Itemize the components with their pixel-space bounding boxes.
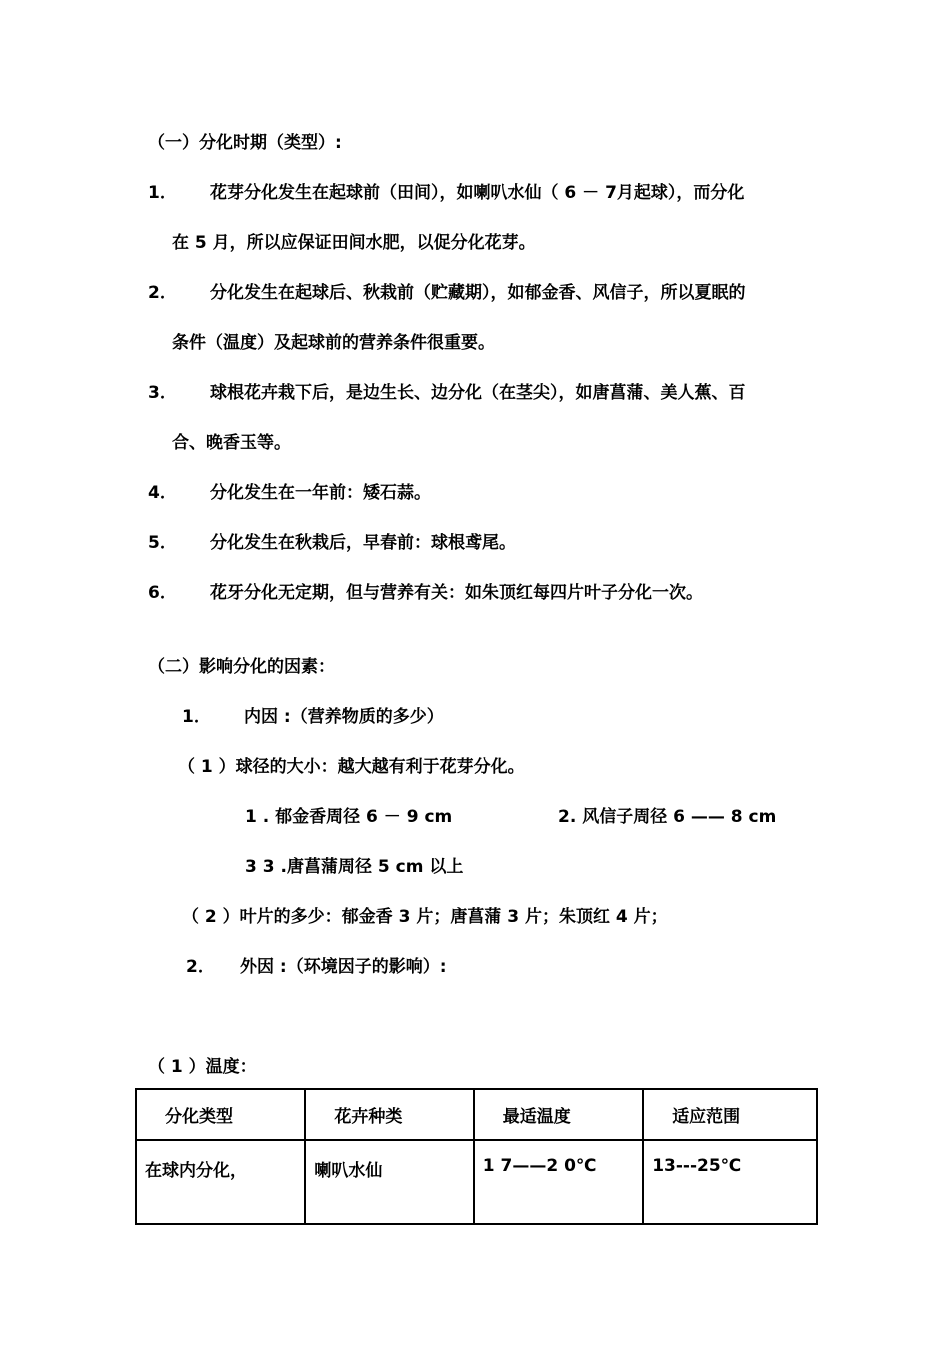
table-header: 分化类型	[136, 1089, 305, 1140]
section2-heading: （二）影响分化的因素：	[148, 657, 335, 677]
list-item-4	[148, 481, 431, 505]
bulb-size-factor: （ 1 ）球径的大小：越大越有利于花芽分化。	[178, 757, 525, 777]
list-item-1	[148, 181, 744, 205]
item-text: 分化发生在一年前：矮石蒜。	[210, 483, 431, 503]
list-item-1-continued: 在 5 月，所以应保证田间水肥，以促分化花芽。	[172, 233, 536, 253]
tulip-size: 1 . 郁金香周径 6 － 9 cm	[245, 807, 453, 827]
list-item-2	[148, 281, 746, 305]
external-factor	[186, 955, 447, 979]
list-item-3-continued: 合、晚香玉等。	[172, 433, 291, 453]
item-number: 1．	[148, 183, 177, 203]
item-number: 2．	[148, 283, 177, 303]
section1-heading: （一）分化时期（类型）:	[148, 133, 342, 153]
table-cell: 13---25℃	[643, 1140, 817, 1224]
item-text: 花芽分化发生在起球前（田间），如喇叭水仙（ 6 － 7月起球），而分化	[210, 183, 745, 203]
table-header-row	[136, 1089, 817, 1140]
item-text: 球根花卉栽下后，是边生长、边分化（在茎尖），如唐菖蒲、美人蕉、百	[210, 383, 746, 403]
item-number: 3．	[148, 383, 177, 403]
temperature-heading: （ 1 ）温度：	[148, 1057, 257, 1077]
gladiolus-size: 3 3 .唐菖蒲周径 5 cm 以上	[245, 857, 464, 877]
table-row	[136, 1140, 817, 1224]
table-cell: 在球内分化，	[136, 1140, 305, 1224]
item-text: 花牙分化无定期，但与营养有关：如朱顶红每四片叶子分化一次。	[210, 583, 703, 603]
item-number: 2．	[186, 957, 215, 977]
table-header: 最适温度	[474, 1089, 643, 1140]
item-number: 5．	[148, 533, 177, 553]
list-item-6	[148, 581, 703, 605]
hyacinth-size: 2. 风信子周径 6 —— 8 cm	[558, 807, 777, 827]
item-text: 内因 :（营养物质的多少）	[244, 707, 444, 727]
item-number: 4．	[148, 483, 177, 503]
list-item-2-continued: 条件（温度）及起球前的营养条件很重要。	[172, 333, 495, 353]
item-text: 外因 :（环境因子的影响）:	[240, 957, 447, 977]
table-header: 适应范围	[643, 1089, 817, 1140]
item-text: 分化发生在起球后、秋栽前（贮藏期），如郁金香、风信子，所以夏眠的	[210, 283, 746, 303]
item-text: 分化发生在秋栽后，早春前：球根鸢尾。	[210, 533, 516, 553]
table-cell: 1 7——2 0℃	[474, 1140, 643, 1224]
temperature-table	[135, 1088, 818, 1225]
table-header: 花卉种类	[305, 1089, 473, 1140]
item-number: 1．	[182, 707, 211, 727]
internal-factor	[182, 705, 444, 729]
table-cell: 喇叭水仙	[305, 1140, 473, 1224]
item-number: 6．	[148, 583, 177, 603]
list-item-5	[148, 531, 516, 555]
leaf-count-factor: （ 2 ）叶片的多少：郁金香 3 片；唐菖蒲 3 片；朱顶红 4 片；	[182, 907, 668, 927]
list-item-3	[148, 381, 746, 405]
